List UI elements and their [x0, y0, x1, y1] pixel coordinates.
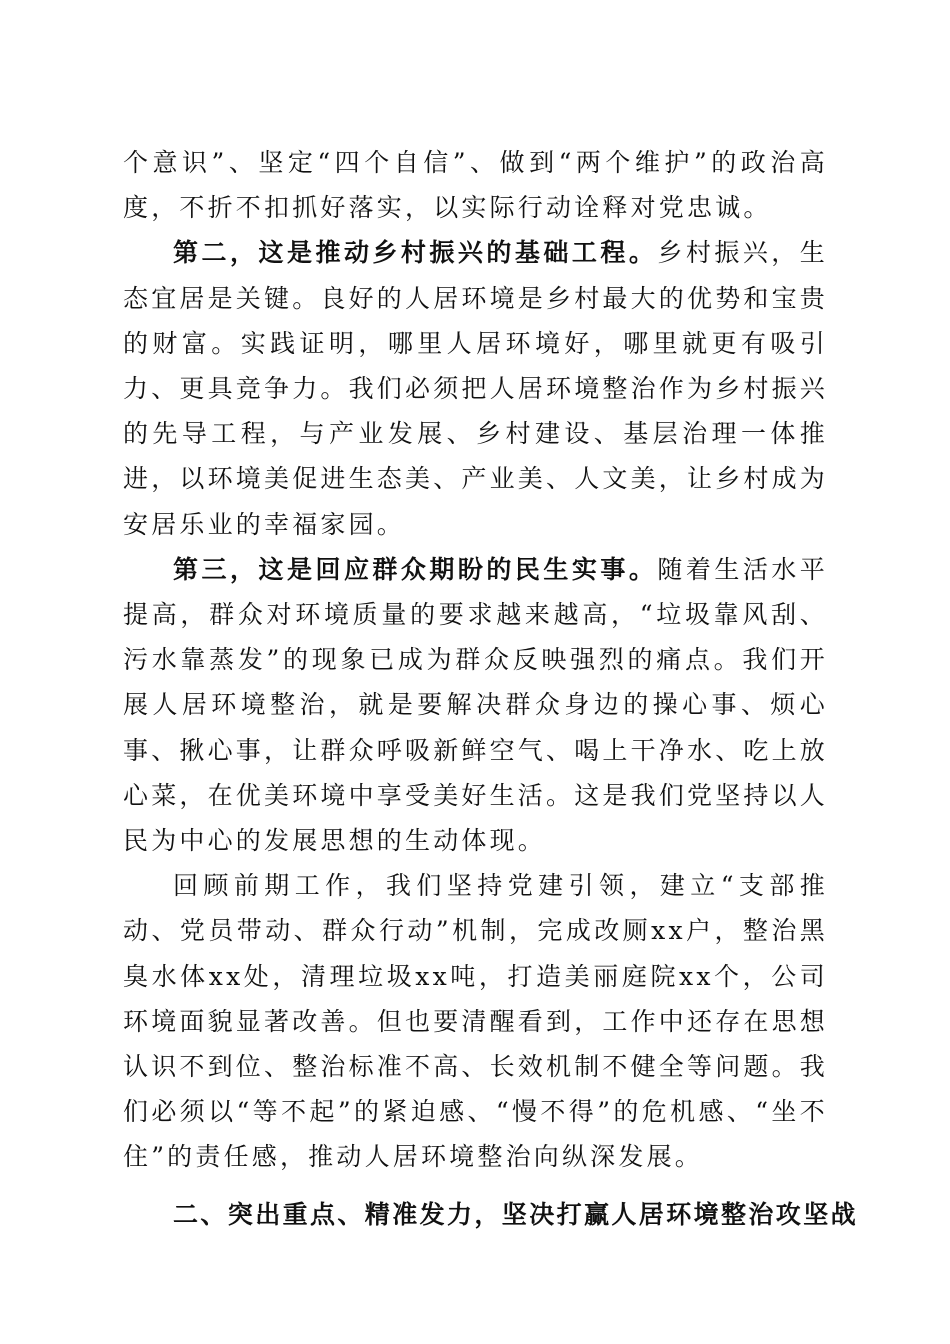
- paragraph-lead-second: 第二，这是推动乡村振兴的基础工程。: [173, 238, 658, 268]
- paragraph-public-livelihood: [123, 547, 828, 863]
- section-heading: 二、突出重点、精准发力，坚决打赢人居环境整治攻坚战: [173, 1199, 859, 1229]
- paragraph-continued: 个意识”、坚定“四个自信”、做到“两个维护”的政治高度，不折不扣抓好落实，以实际行动诠释对党忠诚。: [123, 148, 828, 223]
- paragraph-body-third: 随着生活水平提高，群众对环境质量的要求越来越高，“垃圾靠风刮、污水靠蒸发”的现象已成为群众反映强烈的痛点。我们开展人居环境整治，就是要解决群众身边的操心事、烦心事、揪心事，让群众呼吸新鲜空气、喝上干净水、吃上放心菜，在优美环境中享受美好生活。这是我们党坚持以人民为中心的发展思想的生动体现。: [123, 554, 829, 856]
- paragraph-rural-revitalization: [123, 230, 828, 546]
- paragraph-body-second: 乡村振兴，生态宜居是关键。良好的人居环境是乡村最大的优势和宝贵的财富。实践证明，哪里人居环境好，哪里就更有吸引力、更具竞争力。我们必须把人居环境整治作为乡村振兴的先导工程，与产业发展、乡村建设、基层治理一体推进，以环境美促进生态美、产业美、人文美，让乡村成为安居乐业的幸福家园。: [123, 238, 829, 539]
- paragraph-lead-third: 第三，这是回应群众期盼的民生实事。: [173, 554, 658, 584]
- document-body: [123, 140, 859, 1237]
- paragraph-review-work: 回顾前期工作，我们坚持党建引领，建立“支部推动、党员带动、群众行动”机制，完成改厕xx户，整治黑臭水体xx处，清理垃圾xx吨，打造美丽庭院xx个，公司环境面貌显著改善。但也要清醒看到，工作中还存在思想认识不到位、整治标准不高、长效机制不健全等问题。我们必须以“等不起”的紧迫感、“慢不得”的危机感、“坐不住”的责任感，推动人居环境整治向纵深发展。: [123, 871, 829, 1172]
